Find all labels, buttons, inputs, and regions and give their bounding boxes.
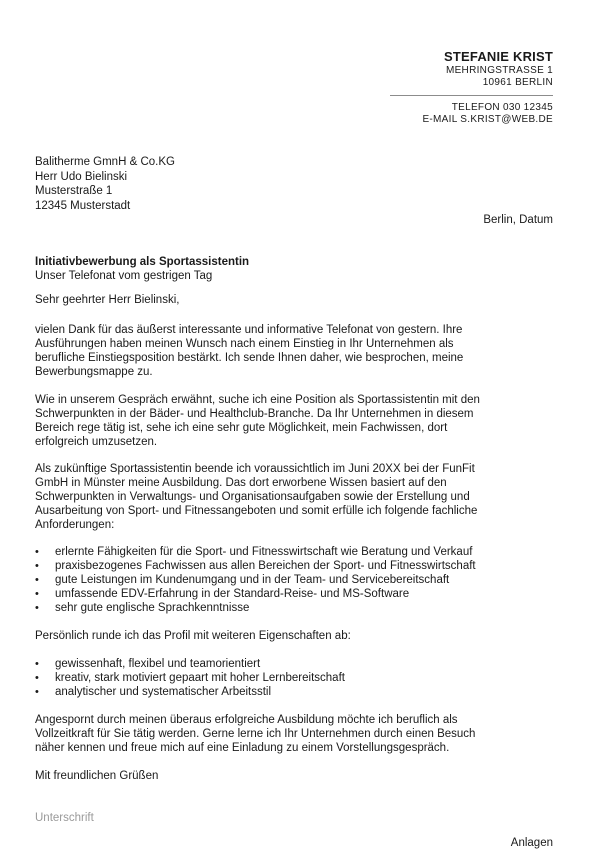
recipient-city: 12345 Musterstadt: [35, 199, 131, 212]
bullet-icon: •: [35, 574, 39, 586]
list-item-text: kreativ, stark motiviert gepaart mit hoher Lernbereitschaft: [55, 672, 345, 684]
recipient-address: [35, 155, 175, 213]
sender-phone: TELEFON 030 12345: [451, 102, 553, 113]
paragraph-line: Wie in unserem Gespräch erwähnt, suche ich eine Position als Sportassistentin mit den: [35, 394, 480, 406]
paragraph-position: [35, 393, 480, 449]
recipient-contact: Herr Udo Bielinski: [35, 170, 128, 183]
paragraph-line: näher kennen und freue mich auf eine Einladung zu einem Vorstellungsgespräch.: [35, 742, 450, 754]
paragraph-line: Vollzeitkraft für Sie tätig werden. Gerne lerne ich Ihr Unternehmen durch einen Besuch: [35, 728, 476, 740]
paragraph-intro: [35, 323, 463, 379]
list-item-text: praxisbezogenes Fachwissen aus allen Bereichen der Sport- und Fitnesswirtschaft: [55, 560, 476, 572]
paragraph-line: Ausführungen haben meinen Wunsch nach einem Einstieg in Ihr Unternehmen als: [35, 338, 454, 350]
sender-contact: [422, 102, 553, 126]
list-item-text: umfassende EDV-Erfahrung in der Standard-Reise- und MS-Software: [55, 588, 410, 600]
attachments-label: Anlagen: [510, 837, 553, 849]
paragraph-line: Ausarbeitung von Sport- und Fitnessangeboten und somit erfülle ich folgende fachliche: [35, 505, 478, 517]
recipient-company: Balitherme GmnH & Co.KG: [35, 156, 175, 168]
paragraph-line: Schwerpunkten in der Bäder- und Healthclub-Branche. Da Ihr Unternehmen in diesem: [35, 408, 474, 420]
paragraph-line: Bewerbungsmappe zu.: [35, 366, 153, 378]
paragraph-line: vielen Dank für das äußerst interessante und informative Telefonat von gestern. Ihre: [35, 324, 463, 336]
paragraph-line: erfolgreich umzusetzen.: [35, 436, 158, 448]
list-item-text: gewissenhaft, flexibel und teamorientiert: [55, 658, 261, 670]
subject-title: Initiativbewerbung als Sportassistentin: [35, 256, 250, 268]
paragraph-closing: [35, 713, 475, 755]
bullet-icon: •: [35, 672, 39, 684]
sender-email: E-MAIL S.KRIST@WEB.DE: [422, 114, 553, 125]
paragraph-training: [35, 462, 477, 532]
sender-header: [444, 49, 553, 89]
personal-intro: Persönlich runde ich das Profil mit weiteren Eigenschaften ab:: [35, 630, 351, 642]
list-item-text: gute Leistungen im Kundenumgang und in der Team- und Servicebereitschaft: [55, 574, 450, 586]
subject-block: [35, 255, 249, 283]
sender-name: STEFANIE KRIST: [444, 49, 553, 64]
place-date: Berlin, Datum: [483, 214, 553, 226]
sender-divider: [390, 95, 553, 96]
bullet-icon: •: [35, 686, 39, 698]
list-item-text: analytischer und systematischer Arbeitsstil: [55, 686, 272, 698]
subject-reference: Unser Telefonat vom gestrigen Tag: [35, 270, 213, 282]
bullet-icon: •: [35, 588, 39, 600]
paragraph-line: Anforderungen:: [35, 519, 115, 531]
sender-street: MEHRINGSTRASSE 1: [445, 65, 553, 76]
sender-city: 10961 BERLIN: [482, 77, 553, 88]
bullet-icon: •: [35, 546, 39, 558]
list-item-text: erlernte Fähigkeiten für die Sport- und Fitnesswirtschaft wie Beratung und Verkauf: [55, 546, 473, 558]
list-item-text: sehr gute englische Sprachkenntnisse: [55, 602, 250, 614]
paragraph-line: Als zukünftige Sportassistentin beende ich voraussichtlich im Juni 20XX bei der FunFit: [35, 463, 475, 475]
bullet-icon: •: [35, 658, 39, 670]
paragraph-line: GmbH in Münster meine Ausbildung. Das dort erworbene Wissen basiert auf den: [35, 477, 447, 489]
salutation: Sehr geehrter Herr Bielinski,: [35, 294, 180, 306]
paragraph-line: Angespornt durch meinen überaus erfolgreiche Ausbildung möchte ich beruflich als: [35, 714, 458, 726]
closing-greeting: Mit freundlichen Grüßen: [35, 770, 159, 782]
paragraph-line: berufliche Einstiegsposition bestärkt. Ich sende Ihnen daher, wie besprochen, meine: [35, 352, 464, 364]
paragraph-line: Bereich rege tätig ist, sehe ich eine sehr gute Möglichkeit, mein Fachwissen, dort: [35, 422, 448, 434]
recipient-street: Musterstraße 1: [35, 185, 113, 197]
bullet-icon: •: [35, 560, 39, 572]
bullet-icon: •: [35, 602, 39, 614]
paragraph-line: Schwerpunkten in Verwaltungs- und Organisationsaufgaben sowie der Erstellung und: [35, 491, 470, 503]
signature-placeholder: Unterschrift: [35, 812, 94, 824]
